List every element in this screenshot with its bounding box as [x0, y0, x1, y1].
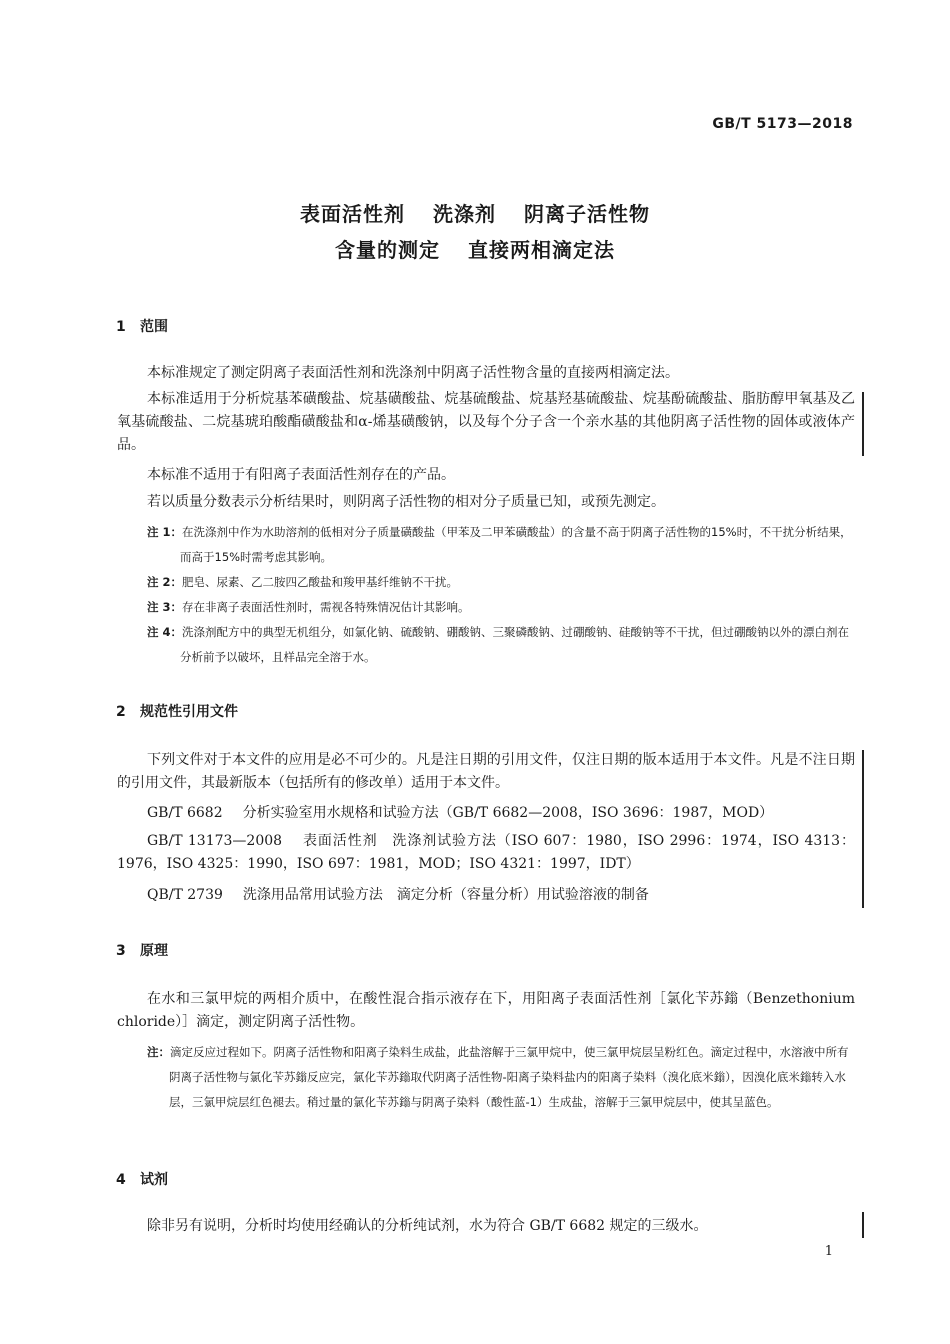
reference-code: GB/T 6682: [147, 805, 223, 821]
note-label: 注 1：: [147, 525, 183, 539]
section-number: 1: [116, 319, 126, 335]
reference-code: GB/T 13173—2008: [147, 833, 283, 849]
references-paragraph-1: 下列文件对于本文件的应用是必不可少的。凡是注日期的引用文件，仅注日期的版本适用于本文件。凡是不注日期的引用文件，其最新版本（包括所有的修改单）适用于本文件。: [117, 752, 855, 791]
title-part: 含量的测定: [335, 238, 440, 262]
principle-note: [147, 1040, 855, 1115]
reagents-paragraph-1: 除非另有说明，分析时均使用经确认的分析纯试剂，水为符合 GB/T 6682 规定的三级水。: [147, 1218, 708, 1234]
document-title-line1: [0, 198, 950, 227]
note-text: 洗涤剂配方中的典型无机组分，如氯化钠、硫酸钠、硼酸钠、三聚磷酸钠、过硼酸钠、硅酸钠等不干扰，但过硼酸钠以外的漂白剂在分析前予以破坏，且样品完全溶于水。: [180, 625, 850, 664]
note-text: 肥皂、尿素、乙二胺四乙酸盐和羧甲基纤维钠不干扰。: [182, 575, 459, 589]
scope-paragraph-2: 本标准适用于分析烷基苯磺酸盐、烷基磺酸盐、烷基硫酸盐、烷基羟基硫酸盐、烷基酚硫酸盐、脂肪醇甲氧基及乙氧基硫酸盐、二烷基琥珀酸酯磺酸盐和α-烯基磺酸钠，以及每个分子含一个亲水基的其他阴离子活性物的固体或液体产品。: [117, 391, 855, 453]
change-bar: [862, 1212, 864, 1238]
title-part: 直接两相滴定法: [468, 238, 615, 262]
title-part: 阴离子活性物: [524, 202, 650, 226]
section-number: 3: [116, 943, 126, 959]
section-title: 原理: [140, 943, 168, 959]
note-label: 注：: [147, 1045, 170, 1059]
section-heading-reagents: [116, 1169, 168, 1189]
section-heading-scope: [116, 316, 168, 336]
section-number: 4: [116, 1172, 126, 1188]
title-part: 洗涤剂: [433, 202, 496, 226]
note-label: 注 3：: [147, 600, 183, 614]
section-title: 范围: [140, 319, 168, 335]
reference-code: QB/T 2739: [147, 887, 223, 903]
scope-note-1: [147, 520, 855, 570]
change-bar: [862, 750, 864, 908]
note-text: 滴定反应过程如下。阴离子活性物和阳离子染料生成盐，此盐溶解于三氯甲烷中，使三氯甲烷层呈粉红色。滴定过程中，水溶液中所有阴离子活性物与氯化苄苏鎓反应完，氯化苄苏鎓取代阴离子活性物-阳离子染料盐内的阳离子染料（溴化底米鎓），因溴化底米鎓转入水层，三氯甲烷层红色褪去。稍过量的氯化苄苏鎓与阴离子染料（酸性蓝-1）生成盐，溶解于三氯甲烷层中，使其呈蓝色。: [169, 1045, 849, 1109]
reference-item: [117, 802, 855, 825]
document-title-line2: [0, 234, 950, 263]
scope-paragraph-3: 本标准不适用于有阳离子表面活性剂存在的产品。: [147, 467, 455, 483]
scope-note-2: [147, 570, 855, 595]
scope-paragraph-1: 本标准规定了测定阴离子表面活性剂和洗涤剂中阴离子活性物含量的直接两相滴定法。: [147, 365, 679, 381]
scope-paragraph-4: 若以质量分数表示分析结果时，则阴离子活性物的相对分子质量已知，或预先测定。: [147, 494, 665, 510]
note-text: 在洗涤剂中作为水助溶剂的低相对分子质量磺酸盐（甲苯及二甲苯磺酸盐）的含量不高于阴离子活性物的15%时，不干扰分析结果，而高于15%时需考虑其影响。: [180, 525, 852, 564]
section-title: 规范性引用文件: [140, 704, 238, 720]
note-text: 存在非离子表面活性剂时，需视各特殊情况估计其影响。: [182, 600, 470, 614]
section-title: 试剂: [140, 1172, 168, 1188]
page-number: 1: [824, 1244, 833, 1259]
principle-paragraph-1: 在水和三氯甲烷的两相介质中，在酸性混合指示液存在下，用阳离子表面活性剂［氯化苄苏鎓（Benzethonium chloride）］滴定，测定阴离子活性物。: [117, 991, 855, 1030]
note-label: 注 4：: [147, 625, 183, 639]
scope-note-4: [147, 620, 855, 670]
standard-code: GB/T 5173—2018: [712, 116, 853, 132]
reference-title: 洗涤用品常用试验方法 滴定分析（容量分析）用试验溶液的制备: [242, 887, 649, 903]
scope-note-3: [147, 595, 855, 620]
section-number: 2: [116, 704, 126, 720]
reference-item: [117, 830, 855, 876]
title-part: 表面活性剂: [300, 202, 405, 226]
change-bar: [862, 392, 864, 456]
section-heading-principle: [116, 940, 168, 960]
note-label: 注 2：: [147, 575, 183, 589]
reference-title: 表面活性剂 洗涤剂试验方法（ISO 607：1980，ISO 2996：1974，ISO 4313：1976，ISO 4325：1990，ISO 697：1981，MOD；ISO 4321：1997，IDT）: [117, 833, 855, 872]
reference-item: [117, 884, 855, 907]
section-heading-normative-references: [116, 701, 238, 721]
reference-title: 分析实验室用水规格和试验方法（GB/T 6682—2008，ISO 3696：1987，MOD）: [242, 805, 774, 821]
